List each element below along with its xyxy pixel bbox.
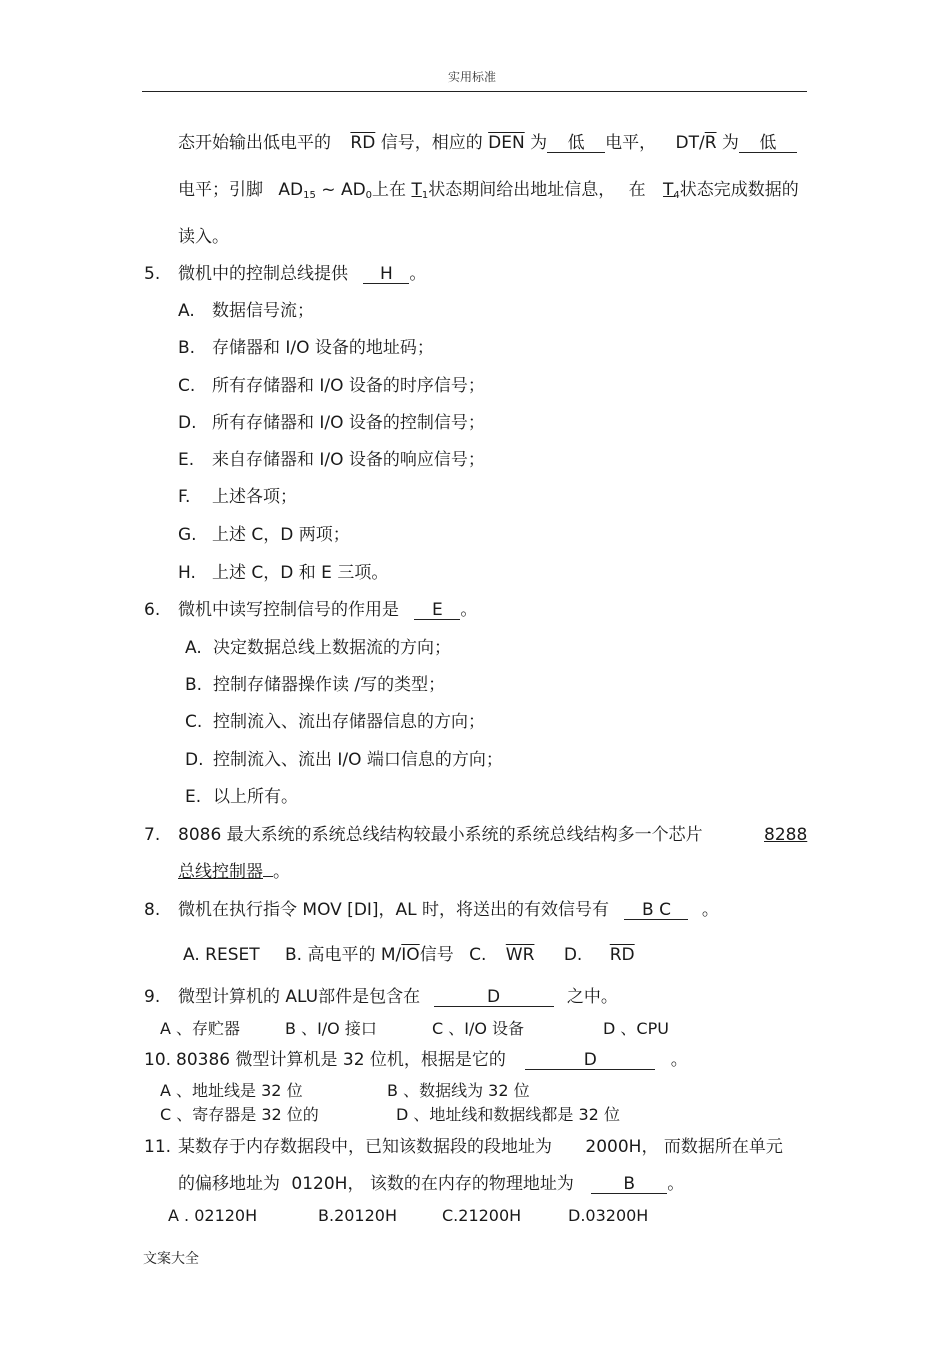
q11-line-2 <box>178 1174 684 1194</box>
option-text: 上述各项； <box>212 487 297 507</box>
q10-number: 10. <box>144 1050 172 1070</box>
text: 该数的在内存的物理地址为 <box>369 1174 574 1194</box>
q5-option-b <box>178 338 434 358</box>
ad-label: AD <box>340 180 366 200</box>
q9-option-c: C 、I/O 设备 <box>432 1019 525 1038</box>
answer-blank: B C <box>624 901 688 920</box>
answer-text: 总线控制器 <box>178 862 263 882</box>
answer-blank: H <box>363 265 409 284</box>
q9-stem <box>178 987 618 1007</box>
pin-ad15 <box>278 180 315 200</box>
option-letter: E. <box>185 787 202 807</box>
stem-text: 某数存于内存数据段中，已知该数据段的段地址为 <box>178 1137 552 1157</box>
signal-io: $\overline{IO}$ <box>401 945 420 965</box>
header-rule <box>142 91 807 92</box>
q10-option-a: A 、地址线是 32 位 <box>160 1081 303 1100</box>
stem-text: 微机中的控制总线提供 <box>178 264 348 284</box>
option-text: 控制存储器操作读 /写的类型； <box>213 675 446 695</box>
q6-option-c <box>185 712 485 732</box>
option-text: 存储器和 I/O 设备的地址码； <box>212 338 434 358</box>
answer-blank: 低 <box>547 134 605 153</box>
page-header: 实用标准 <box>448 70 497 84</box>
q5-option-a <box>178 301 314 321</box>
option-a: A. RESET <box>183 945 260 965</box>
q10-option-b: B 、数据线为 32 位 <box>387 1081 530 1100</box>
q11-option-a: A . 02120H <box>168 1206 258 1225</box>
q9-option-b: B 、I/O 接口 <box>285 1019 377 1038</box>
text: 状态期间给出地址信息， <box>428 180 616 200</box>
q8-number: 8. <box>144 900 161 920</box>
text: 态开始输出低电平的 <box>178 133 331 153</box>
state-t1 <box>411 180 428 200</box>
signal-rd: $\overline{RD}$ <box>609 945 635 965</box>
end: 。 <box>273 862 290 882</box>
q7-answer-chip: 8288 <box>764 825 808 845</box>
t-label: T <box>663 180 674 200</box>
option-letter: B. <box>178 338 196 358</box>
q5-option-f <box>178 487 297 507</box>
answer-blank: B <box>591 1175 667 1194</box>
q5-stem <box>178 264 426 284</box>
signal-wr: $\overline{WR}$ <box>505 945 535 965</box>
option-text: 控制流入、流出存储器信息的方向； <box>213 712 485 732</box>
q9-number: 9. <box>144 987 161 1007</box>
answer-blank: E <box>414 601 460 620</box>
q10-option-d: D 、地址线和数据线都是 32 位 <box>396 1105 620 1124</box>
option-text: 控制流入、流出 I/O 端口信息的方向； <box>213 750 503 770</box>
text: 为 <box>530 133 548 153</box>
q11-stem <box>178 1137 783 1157</box>
subscript: 1 <box>421 190 429 201</box>
state-t4 <box>663 180 680 200</box>
end: 。 <box>670 1050 688 1070</box>
end: 。 <box>460 600 478 620</box>
subscript: 0 <box>365 190 373 201</box>
q6-stem <box>178 600 477 620</box>
option-b-tail: 信号 <box>419 945 454 965</box>
option-text: 以上所有。 <box>213 787 298 807</box>
option-letter: D. <box>185 750 204 770</box>
text: 上在 <box>372 180 407 200</box>
end: 。 <box>701 900 719 920</box>
q6-option-b <box>185 675 445 695</box>
option-letter: C. <box>178 376 196 396</box>
answer-blank: D <box>525 1051 655 1070</box>
answer-blank <box>263 876 273 877</box>
end: 之中。 <box>566 987 618 1007</box>
q11-option-c: C.21200H <box>442 1206 522 1225</box>
option-letter: D. <box>178 413 197 433</box>
q5-option-h <box>178 563 388 583</box>
cont-line-3: 读入。 <box>178 227 229 247</box>
stem-text: 微机在执行指令 MOV [DI]，AL 时，将送出的有效信号有 <box>178 900 610 920</box>
page-footer: 文案大全 <box>143 1251 199 1267</box>
text: 电平；引脚 <box>178 180 263 200</box>
cont-line-1 <box>178 133 797 153</box>
option-text: 决定数据总线上数据流的方向； <box>213 638 451 658</box>
option-text: 上述 C，D 两项； <box>212 525 350 545</box>
option-text: 所有存储器和 I/O 设备的控制信号； <box>212 413 485 433</box>
signal-rd: $\overline{RD}$ <box>350 133 376 153</box>
text: 信号，相应的 <box>380 133 483 153</box>
q11-option-d: D.03200H <box>568 1206 649 1225</box>
text: 的偏移地址为 <box>178 1174 280 1194</box>
q8-options <box>183 945 635 965</box>
stem-text: 80386 微型计算机是 32 位机，根据是它的 <box>176 1050 506 1070</box>
q7-stem: 8086 最大系统的系统总线结构较最小系统的系统总线结构多一个芯片 <box>178 825 703 845</box>
q6-option-e <box>185 787 298 807</box>
signal-den: $\overline{DEN}$ <box>488 133 525 153</box>
q11-option-b: B.20120H <box>318 1206 397 1225</box>
q10-option-c: C 、寄存器是 32 位的 <box>160 1105 319 1124</box>
cont-line-2 <box>178 180 799 206</box>
option-letter: A. <box>185 638 202 658</box>
option-b: B. 高电平的 M/ <box>285 945 402 965</box>
option-c: C. <box>469 945 487 965</box>
option-letter: G. <box>178 525 197 545</box>
answer-blank: 低 <box>739 134 797 153</box>
option-letter: F. <box>178 487 191 507</box>
option-letter: B. <box>185 675 203 695</box>
q9-option-d: D 、CPU <box>603 1019 669 1038</box>
ad-label: AD <box>278 180 304 200</box>
signal-r: $\overline{R}$ <box>704 133 717 153</box>
q5-option-g <box>178 525 350 545</box>
q7-number: 7. <box>144 825 161 845</box>
q6-option-d <box>185 750 503 770</box>
text: 为 <box>721 133 739 153</box>
q6-option-a <box>185 638 451 658</box>
option-letter: H. <box>178 563 196 583</box>
option-d: D. <box>563 945 583 965</box>
q7-answer-line2 <box>178 862 290 882</box>
subscript: 4 <box>673 190 680 201</box>
q5-option-c <box>178 376 485 396</box>
q11-number: 11. <box>144 1137 172 1157</box>
text: 在 <box>628 180 646 200</box>
stem-text: 微型计算机的 ALU部件是包含在 <box>178 987 421 1007</box>
q5-option-d <box>178 413 485 433</box>
q6-number: 6. <box>144 600 161 620</box>
end: 。 <box>667 1174 685 1194</box>
signal-dt: DT/ <box>675 133 705 153</box>
q10-stem <box>176 1050 688 1070</box>
subscript: 15 <box>303 190 316 201</box>
option-text: 所有存储器和 I/O 设备的时序信号； <box>212 376 485 396</box>
q8-stem <box>178 900 719 920</box>
answer-blank: D <box>434 988 554 1007</box>
tilde: ~ <box>321 180 336 200</box>
pin-ad0 <box>341 180 372 200</box>
stem-text-2: 而数据所在单元 <box>663 1137 783 1157</box>
text: 电平， <box>605 133 657 153</box>
option-text: 上述 C，D 和 E 三项。 <box>212 563 389 583</box>
option-letter: C. <box>185 712 203 732</box>
option-letter: E. <box>178 450 195 470</box>
text: 状态完成数据的 <box>679 180 799 200</box>
option-letter: A. <box>178 301 195 321</box>
q9-option-a: A 、存贮器 <box>160 1019 241 1038</box>
offset-address: 0120H， <box>291 1174 365 1194</box>
option-text: 数据信号流； <box>212 301 314 321</box>
q5-option-e <box>178 450 485 470</box>
q5-number: 5. <box>144 264 161 284</box>
option-text: 来自存储器和 I/O 设备的响应信号； <box>212 450 485 470</box>
segment-address: 2000H， <box>585 1137 659 1157</box>
end: 。 <box>409 264 427 284</box>
t-label: T <box>411 180 422 200</box>
stem-text: 微机中读写控制信号的作用是 <box>178 600 399 620</box>
